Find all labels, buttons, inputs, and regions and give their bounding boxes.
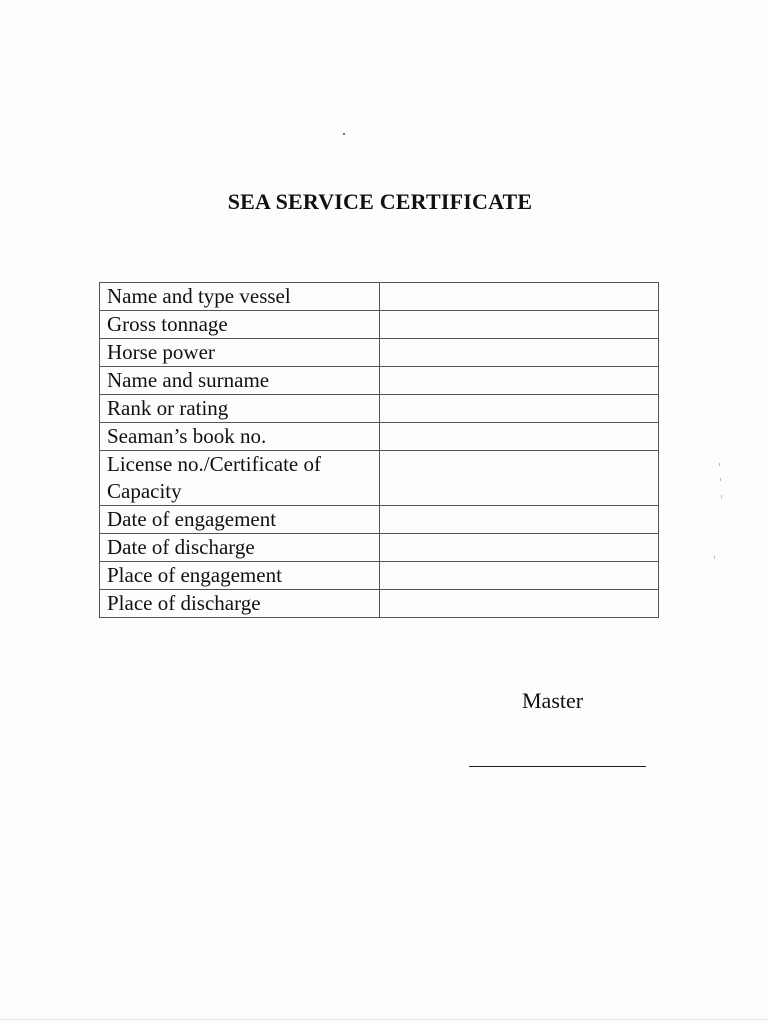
field-label: Name and type vessel — [100, 283, 380, 311]
field-label: Seaman’s book no. — [100, 423, 380, 451]
field-value — [380, 339, 659, 367]
field-label: License no./Certificate of Capacity — [100, 451, 380, 506]
field-value — [380, 590, 659, 618]
field-label: Name and surname — [100, 367, 380, 395]
field-value — [380, 311, 659, 339]
table-row — [100, 339, 659, 367]
table-row — [100, 534, 659, 562]
field-label: Place of discharge — [100, 590, 380, 618]
table-row — [100, 283, 659, 311]
scan-bottom-edge — [0, 1019, 768, 1020]
scan-artifact-speck — [719, 463, 720, 466]
field-value — [380, 367, 659, 395]
table-row — [100, 562, 659, 590]
field-label: Date of discharge — [100, 534, 380, 562]
field-label: Gross tonnage — [100, 311, 380, 339]
scan-artifact-speck — [721, 495, 722, 498]
scan-artifact-dot — [343, 133, 345, 135]
field-value — [380, 506, 659, 534]
field-label: Place of engagement — [100, 562, 380, 590]
table-row — [100, 367, 659, 395]
table-row — [100, 423, 659, 451]
document-title: SEA SERVICE CERTIFICATE — [227, 189, 533, 214]
table-row — [100, 451, 659, 506]
field-value — [380, 283, 659, 311]
field-label: Rank or rating — [100, 395, 380, 423]
field-value — [380, 534, 659, 562]
signature-role-label: Master — [522, 688, 584, 713]
field-value — [380, 423, 659, 451]
field-value — [380, 395, 659, 423]
scan-artifact-speck — [720, 478, 721, 481]
table-row — [100, 395, 659, 423]
signature-line — [469, 766, 646, 767]
table-row — [100, 506, 659, 534]
service-details-table — [99, 282, 659, 618]
scan-artifact-speck — [714, 556, 715, 559]
field-value — [380, 562, 659, 590]
field-label: Date of engagement — [100, 506, 380, 534]
table-row — [100, 590, 659, 618]
table-row — [100, 311, 659, 339]
field-value — [380, 451, 659, 506]
field-label: Horse power — [100, 339, 380, 367]
